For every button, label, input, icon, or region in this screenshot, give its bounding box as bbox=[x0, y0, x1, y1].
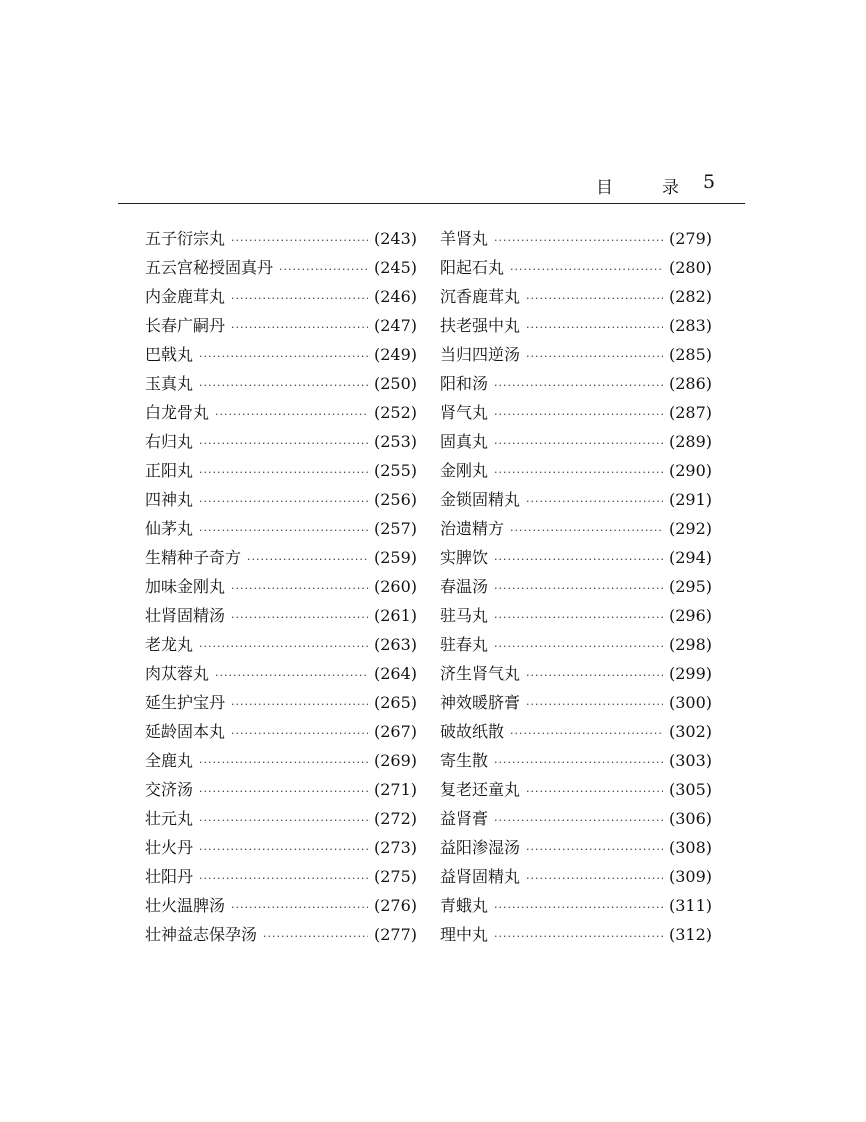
dot-leader bbox=[494, 234, 663, 247]
toc-entry[interactable] bbox=[145, 690, 417, 719]
toc-entry[interactable] bbox=[440, 603, 712, 632]
entry-page: (253) bbox=[373, 432, 417, 451]
dot-leader bbox=[526, 698, 663, 711]
dot-leader bbox=[199, 872, 368, 885]
dot-leader bbox=[247, 553, 368, 566]
entry-page: (275) bbox=[373, 867, 417, 886]
entry-title: 青蛾丸 bbox=[440, 896, 489, 915]
entry-page: (249) bbox=[373, 345, 417, 364]
entry-title: 当归四逆汤 bbox=[440, 345, 521, 364]
entry-title: 神效暖脐膏 bbox=[440, 693, 521, 712]
toc-entry[interactable] bbox=[145, 487, 417, 516]
entry-page: (305) bbox=[668, 780, 712, 799]
toc-entry[interactable] bbox=[440, 255, 712, 284]
dot-leader bbox=[199, 495, 368, 508]
toc-entry[interactable] bbox=[440, 400, 712, 429]
entry-title: 益肾固精丸 bbox=[440, 867, 521, 886]
dot-leader bbox=[494, 379, 663, 392]
dot-leader bbox=[231, 582, 368, 595]
toc-entry[interactable] bbox=[440, 661, 712, 690]
entry-page: (271) bbox=[373, 780, 417, 799]
dot-leader bbox=[231, 321, 368, 334]
dot-leader bbox=[494, 437, 663, 450]
entry-title: 内金鹿茸丸 bbox=[145, 287, 226, 306]
toc-entry[interactable] bbox=[440, 429, 712, 458]
entry-title: 壮火温脾汤 bbox=[145, 896, 226, 915]
entry-page: (285) bbox=[668, 345, 712, 364]
entry-title: 加味金刚丸 bbox=[145, 577, 226, 596]
entry-title: 延龄固本丸 bbox=[145, 722, 226, 741]
entry-page: (312) bbox=[668, 925, 712, 944]
dot-leader bbox=[494, 756, 663, 769]
entry-title: 复老还童丸 bbox=[440, 780, 521, 799]
entry-title: 壮元丸 bbox=[145, 809, 194, 828]
toc-entry[interactable] bbox=[145, 893, 417, 922]
entry-title: 白龙骨丸 bbox=[145, 403, 210, 422]
toc-entry[interactable] bbox=[145, 284, 417, 313]
entry-title: 壮肾固精汤 bbox=[145, 606, 226, 625]
entry-title: 益肾膏 bbox=[440, 809, 489, 828]
dot-leader bbox=[199, 785, 368, 798]
toc-entry[interactable] bbox=[440, 313, 712, 342]
toc-entry[interactable] bbox=[145, 632, 417, 661]
dot-leader bbox=[494, 930, 663, 943]
entry-page: (245) bbox=[373, 258, 417, 277]
header-title-char-1: 目 bbox=[596, 178, 613, 198]
dot-leader bbox=[526, 321, 663, 334]
entry-page: (299) bbox=[668, 664, 712, 683]
entry-page: (243) bbox=[373, 229, 417, 248]
entry-title: 金锁固精丸 bbox=[440, 490, 521, 509]
entry-title: 济生肾气丸 bbox=[440, 664, 521, 683]
entry-title: 治遗精方 bbox=[440, 519, 505, 538]
entry-page: (287) bbox=[668, 403, 712, 422]
entry-page: (259) bbox=[373, 548, 417, 567]
dot-leader bbox=[199, 524, 368, 537]
entry-page: (267) bbox=[373, 722, 417, 741]
entry-page: (295) bbox=[668, 577, 712, 596]
entry-title: 五云宫秘授固真丹 bbox=[145, 258, 274, 277]
dot-leader bbox=[526, 843, 663, 856]
entry-title: 阳起石丸 bbox=[440, 258, 505, 277]
dot-leader bbox=[510, 263, 663, 276]
dot-leader bbox=[526, 350, 663, 363]
entry-title: 交济汤 bbox=[145, 780, 194, 799]
entry-page: (257) bbox=[373, 519, 417, 538]
dot-leader bbox=[199, 350, 368, 363]
toc-entry[interactable] bbox=[440, 226, 712, 255]
entry-title: 理中丸 bbox=[440, 925, 489, 944]
dot-leader bbox=[279, 263, 368, 276]
entry-page: (292) bbox=[668, 519, 712, 538]
dot-leader bbox=[231, 234, 368, 247]
dot-leader bbox=[231, 698, 368, 711]
entry-title: 扶老强中丸 bbox=[440, 316, 521, 335]
entry-page: (276) bbox=[373, 896, 417, 915]
dot-leader bbox=[494, 611, 663, 624]
toc-right-column bbox=[440, 226, 712, 951]
entry-page: (246) bbox=[373, 287, 417, 306]
toc-entry[interactable] bbox=[145, 603, 417, 632]
dot-leader bbox=[526, 785, 663, 798]
dot-leader bbox=[199, 814, 368, 827]
entry-title: 延生护宝丹 bbox=[145, 693, 226, 712]
toc-entry[interactable] bbox=[440, 719, 712, 748]
dot-leader bbox=[231, 292, 368, 305]
toc-entry[interactable] bbox=[145, 864, 417, 893]
toc-entry[interactable] bbox=[145, 371, 417, 400]
entry-title: 仙茅丸 bbox=[145, 519, 194, 538]
entry-title: 驻马丸 bbox=[440, 606, 489, 625]
entry-page: (250) bbox=[373, 374, 417, 393]
toc-entry[interactable] bbox=[145, 255, 417, 284]
toc-entry[interactable] bbox=[440, 545, 712, 574]
dot-leader bbox=[494, 408, 663, 421]
entry-page: (298) bbox=[668, 635, 712, 654]
dot-leader bbox=[215, 669, 368, 682]
entry-page: (302) bbox=[668, 722, 712, 741]
toc-entry[interactable] bbox=[440, 835, 712, 864]
toc-entry[interactable] bbox=[145, 806, 417, 835]
toc-entry[interactable] bbox=[440, 806, 712, 835]
toc-entry[interactable] bbox=[145, 516, 417, 545]
entry-title: 驻春丸 bbox=[440, 635, 489, 654]
dot-leader bbox=[199, 437, 368, 450]
entry-page: (280) bbox=[668, 258, 712, 277]
entry-title: 春温汤 bbox=[440, 577, 489, 596]
entry-page: (311) bbox=[668, 896, 712, 915]
entry-title: 羊肾丸 bbox=[440, 229, 489, 248]
entry-title: 固真丸 bbox=[440, 432, 489, 451]
dot-leader bbox=[231, 611, 368, 624]
toc-left-column bbox=[145, 226, 417, 951]
dot-leader bbox=[215, 408, 368, 421]
header-rule bbox=[118, 203, 745, 204]
toc-entry[interactable] bbox=[440, 893, 712, 922]
toc-entry[interactable] bbox=[440, 690, 712, 719]
dot-leader bbox=[526, 872, 663, 885]
dot-leader bbox=[199, 843, 368, 856]
entry-page: (252) bbox=[373, 403, 417, 422]
toc-entry[interactable] bbox=[440, 777, 712, 806]
toc-entry[interactable] bbox=[145, 226, 417, 255]
entry-title: 全鹿丸 bbox=[145, 751, 194, 770]
dot-leader bbox=[494, 582, 663, 595]
entry-page: (290) bbox=[668, 461, 712, 480]
entry-title: 壮神益志保孕汤 bbox=[145, 925, 258, 944]
entry-page: (283) bbox=[668, 316, 712, 335]
entry-title: 生精种子奇方 bbox=[145, 548, 242, 567]
entry-page: (309) bbox=[668, 867, 712, 886]
toc-entry[interactable] bbox=[440, 487, 712, 516]
toc-entry[interactable] bbox=[440, 516, 712, 545]
entry-title: 巴戟丸 bbox=[145, 345, 194, 364]
toc-entry[interactable] bbox=[440, 371, 712, 400]
toc-entry[interactable] bbox=[145, 574, 417, 603]
toc-entry[interactable] bbox=[440, 574, 712, 603]
entry-page: (291) bbox=[668, 490, 712, 509]
entry-title: 壮阳丹 bbox=[145, 867, 194, 886]
dot-leader bbox=[263, 930, 368, 943]
entry-title: 正阳丸 bbox=[145, 461, 194, 480]
entry-page: (294) bbox=[668, 548, 712, 567]
toc-entry[interactable] bbox=[440, 864, 712, 893]
entry-title: 实脾饮 bbox=[440, 548, 489, 567]
entry-page: (303) bbox=[668, 751, 712, 770]
toc-entry[interactable] bbox=[145, 429, 417, 458]
entry-title: 老龙丸 bbox=[145, 635, 194, 654]
dot-leader bbox=[231, 727, 368, 740]
entry-page: (269) bbox=[373, 751, 417, 770]
dot-leader bbox=[494, 640, 663, 653]
header-title-char-2: 录 bbox=[662, 178, 679, 198]
entry-page: (261) bbox=[373, 606, 417, 625]
dot-leader bbox=[494, 466, 663, 479]
entry-title: 破故纸散 bbox=[440, 722, 505, 741]
toc-entry[interactable] bbox=[440, 922, 712, 951]
entry-page: (296) bbox=[668, 606, 712, 625]
entry-title: 肾气丸 bbox=[440, 403, 489, 422]
toc-entry[interactable] bbox=[145, 458, 417, 487]
entry-title: 长春广嗣丹 bbox=[145, 316, 226, 335]
entry-page: (265) bbox=[373, 693, 417, 712]
toc-entry[interactable] bbox=[440, 458, 712, 487]
toc-entry[interactable] bbox=[440, 284, 712, 313]
entry-title: 四神丸 bbox=[145, 490, 194, 509]
entry-page: (272) bbox=[373, 809, 417, 828]
entry-page: (282) bbox=[668, 287, 712, 306]
toc-entry[interactable] bbox=[145, 400, 417, 429]
toc-entry[interactable] bbox=[440, 342, 712, 371]
toc-entry[interactable] bbox=[145, 313, 417, 342]
entry-title: 益阳渗湿汤 bbox=[440, 838, 521, 857]
dot-leader bbox=[199, 379, 368, 392]
entry-title: 沉香鹿茸丸 bbox=[440, 287, 521, 306]
toc-entry[interactable] bbox=[145, 661, 417, 690]
toc-entry[interactable] bbox=[440, 748, 712, 777]
dot-leader bbox=[494, 901, 663, 914]
entry-page: (264) bbox=[373, 664, 417, 683]
entry-page: (255) bbox=[373, 461, 417, 480]
header-rule-dashes bbox=[118, 201, 558, 203]
entry-page: (277) bbox=[373, 925, 417, 944]
dot-leader bbox=[510, 727, 663, 740]
entry-page: (279) bbox=[668, 229, 712, 248]
toc-entry[interactable] bbox=[145, 777, 417, 806]
header-page-number: 5 bbox=[703, 171, 716, 193]
toc-entry[interactable] bbox=[145, 545, 417, 574]
entry-page: (263) bbox=[373, 635, 417, 654]
entry-title: 肉苁蓉丸 bbox=[145, 664, 210, 683]
entry-title: 金刚丸 bbox=[440, 461, 489, 480]
toc-entry[interactable] bbox=[145, 342, 417, 371]
entry-page: (308) bbox=[668, 838, 712, 857]
entry-page: (273) bbox=[373, 838, 417, 857]
toc-entry[interactable] bbox=[145, 719, 417, 748]
dot-leader bbox=[526, 669, 663, 682]
entry-page: (247) bbox=[373, 316, 417, 335]
toc-entry[interactable] bbox=[145, 748, 417, 777]
toc-entry[interactable] bbox=[145, 835, 417, 864]
entry-title: 壮火丹 bbox=[145, 838, 194, 857]
dot-leader bbox=[510, 524, 663, 537]
entry-page: (256) bbox=[373, 490, 417, 509]
dot-leader bbox=[199, 466, 368, 479]
entry-page: (260) bbox=[373, 577, 417, 596]
entry-title: 五子衍宗丸 bbox=[145, 229, 226, 248]
dot-leader bbox=[199, 756, 368, 769]
entry-title: 玉真丸 bbox=[145, 374, 194, 393]
dot-leader bbox=[526, 292, 663, 305]
dot-leader bbox=[231, 901, 368, 914]
entry-page: (306) bbox=[668, 809, 712, 828]
toc-entry[interactable] bbox=[440, 632, 712, 661]
entry-page: (286) bbox=[668, 374, 712, 393]
toc-entry[interactable] bbox=[145, 922, 417, 951]
entry-page: (300) bbox=[668, 693, 712, 712]
entry-title: 阳和汤 bbox=[440, 374, 489, 393]
entry-page: (289) bbox=[668, 432, 712, 451]
dot-leader bbox=[494, 553, 663, 566]
dot-leader bbox=[199, 640, 368, 653]
dot-leader bbox=[526, 495, 663, 508]
entry-title: 寄生散 bbox=[440, 751, 489, 770]
entry-title: 右归丸 bbox=[145, 432, 194, 451]
dot-leader bbox=[494, 814, 663, 827]
